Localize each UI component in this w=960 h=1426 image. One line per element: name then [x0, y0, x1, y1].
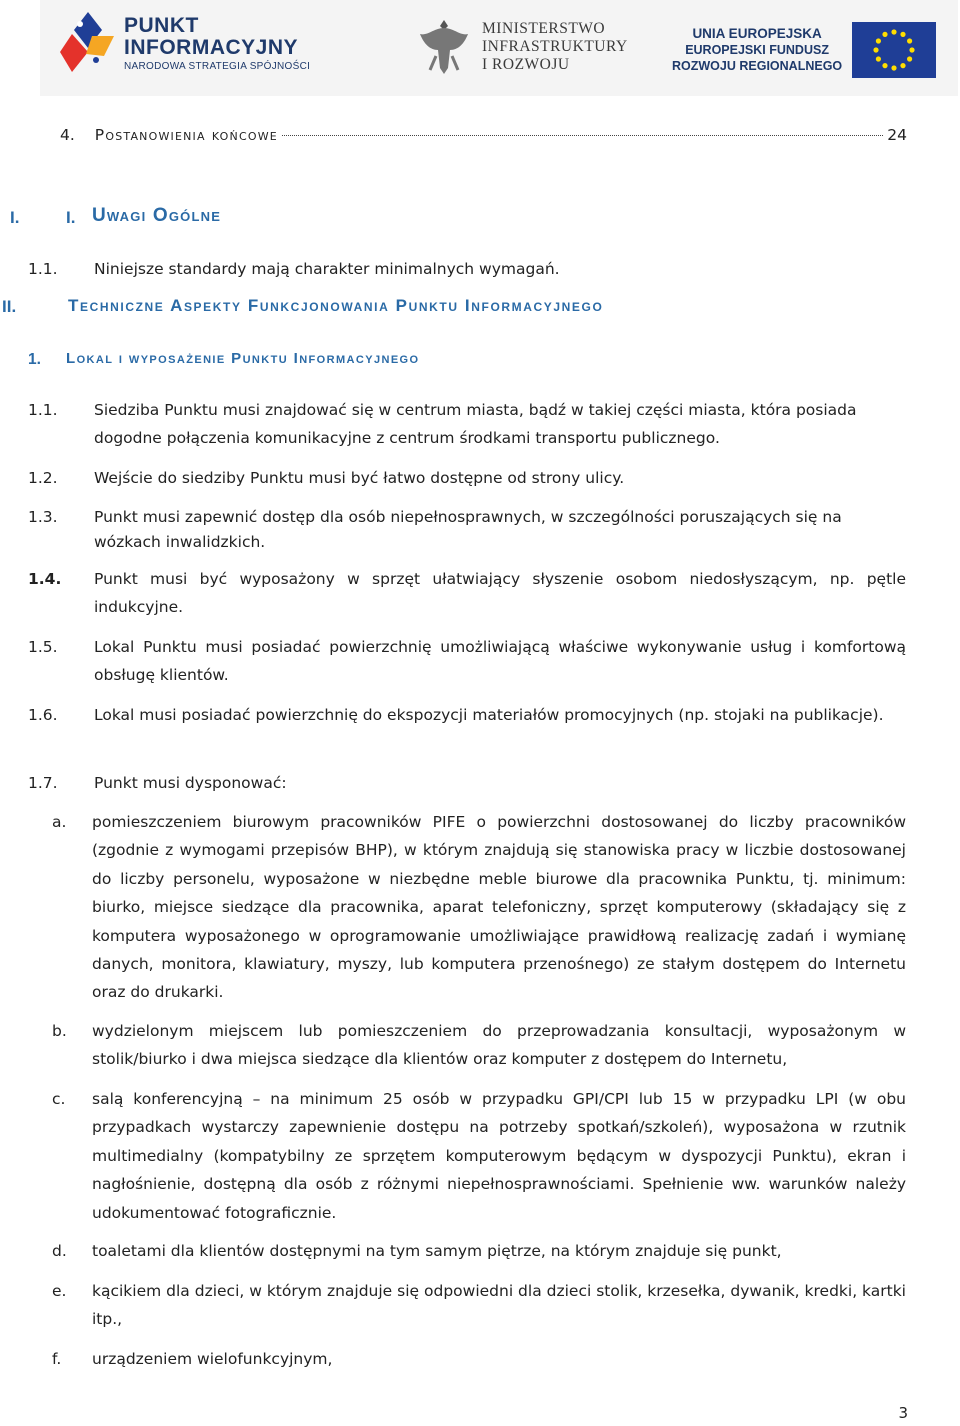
- toc-entry[interactable]: [60, 126, 907, 148]
- section-1-title: Uwagi Ogólne: [92, 205, 222, 226]
- list-letter: f.: [52, 1350, 62, 1368]
- section-2-title: Techniczne Aspekty Funkcjonowania Punktu Informacyjnego: [68, 296, 604, 315]
- list-letter: e.: [52, 1282, 67, 1300]
- list-item-text: urządzeniem wielofunkcyjnym,: [92, 1350, 333, 1368]
- item-text: Wejście do siedziby Punktu musi być łatwo dostępne od strony ulicy.: [94, 469, 625, 487]
- ue-line-3: ROZWOJU REGIONALNEGO: [672, 59, 843, 73]
- item-number: 1.1.: [28, 401, 58, 419]
- toc-entry-title: Postanowienia końcowe: [94, 126, 278, 144]
- section-1-roman: I.: [10, 208, 20, 227]
- section-1-number: I.: [66, 208, 76, 227]
- item-number: 1.3.: [28, 508, 58, 526]
- ministerstwo-line-3: I ROZWOJU: [482, 56, 570, 73]
- section-1-item-number: 1.1.: [28, 260, 58, 278]
- item-number: 1.6.: [28, 706, 58, 724]
- section-1-item-text: Niniejsze standardy mają charakter minimalnych wymagań.: [94, 260, 560, 278]
- item-text: Punkt musi zapewnić dostęp dla osób niepełnosprawnych, w szczególności poruszających się na wózkach inwalidzkich.: [94, 508, 842, 551]
- list-letter: b.: [52, 1022, 67, 1040]
- pi-logo-line-2: INFORMACYJNY: [124, 35, 299, 59]
- list-item-text: wydzielonym miejscem lub pomieszczeniem do przeprowadzania konsultacji, wyposażonym w stolik/biurko i dwa miejsca siedzące dla klientów oraz komputer z dostępem do Internetu,: [92, 1022, 906, 1069]
- item-text: Punkt musi dysponować:: [94, 774, 287, 792]
- item-number: 1.7.: [28, 774, 58, 792]
- page-number: 3: [898, 1404, 908, 1422]
- list-letter: c.: [52, 1090, 66, 1108]
- section-2-roman: II.: [2, 297, 17, 316]
- ue-line-1: UNIA EUROPEJSKA: [692, 26, 822, 41]
- pi-logo-line-3: NARODOWA STRATEGIA SPÓJNOŚCI: [124, 60, 311, 72]
- toc-leader-dots: [282, 135, 883, 136]
- item-number: 1.5.: [28, 638, 58, 656]
- item-text: Lokal Punktu musi posiadać powierzchnię umożliwiającą właściwe wykonywanie usług i komfortową obsługę klientów.: [94, 638, 906, 685]
- pi-logo-line-1: PUNKT: [124, 13, 199, 37]
- toc-entry-number: 4.: [60, 126, 75, 144]
- list-item-text: kącikiem dla dzieci, w którym znajduje się odpowiedni dla dzieci stolik, krzesełka, dywanik, kredki, kartki itp.,: [92, 1282, 906, 1329]
- ministerstwo-line-2: INFRASTRUKTURY: [482, 38, 628, 55]
- toc-entry-page: 24: [887, 126, 907, 144]
- subsection-1-number: 1.: [28, 351, 41, 368]
- list-letter: d.: [52, 1242, 67, 1260]
- item-text: Punkt musi być wyposażony w sprzęt ułatwiający słyszenie osobom niedosłyszącym, np. pętle indukcyjne.: [94, 570, 906, 617]
- item-number: 1.2.: [28, 469, 58, 487]
- list-letter: a.: [52, 813, 67, 831]
- ministerstwo-line-1: MINISTERSTWO: [482, 20, 606, 37]
- subsection-1-title: Lokal i wyposażenie Punktu Informacyjnego: [66, 350, 420, 367]
- list-item-text: toaletami dla klientów dostępnymi na tym samym piętrze, na którym znajduje się punkt,: [92, 1242, 782, 1260]
- item-number: 1.4.: [28, 570, 62, 588]
- ue-line-2: EUROPEJSKI FUNDUSZ: [685, 43, 829, 57]
- item-text: Siedziba Punktu musi znajdować się w centrum miasta, bądź w takiej części miasta, która posiada dogodne połączenia komunikacyjne z centrum środkami transportu publicznego.: [94, 401, 857, 448]
- item-text: Lokal musi posiadać powierzchnię do ekspozycji materiałów promocyjnych (np. stojaki na publikacje).: [94, 706, 884, 724]
- list-item-text: pomieszczeniem biurowym pracowników PIFE o powierzchni dostosowanej do liczby pracowników (zgodnie z wymogami przepisów BHP), w którym znajdują się stanowiska pracy w liczbie dostosowanej do liczby personelu, wyposażone w niezbędne meble biurowe dla pracownika Punktu, tj. minimum: biurko, miejsce siedzące dla pracownika, aparat telefoniczny, sprzęt komputerowy (składający się z komputera wyposażonego w oprogramowanie umożliwiające prawidłową realizację zadań i wymianę danych, monitora, klawiatury, myszy, lub komputera przenośnego) ze stałym dostępem do Internetu oraz do drukarki.: [92, 813, 906, 1002]
- list-item-text: salą konferencyjną – na minimum 25 osób w przypadku GPI/CPI lub 15 w przypadku LPI (w obu przypadkach wystarczy zapewnienie dostępu na potrzeby spotkań/szkoleń), wyposażona w rzutnik multimedialny (kompatybilny ze sprzętem komputerowym będącym w dyspozycji Punktu), ekran i nagłośnienie, dostępną dla osób z różnymi niepełnosprawnościami. Spełnienie ww. warunków należy udokumentować fotograficznie.: [92, 1090, 906, 1222]
